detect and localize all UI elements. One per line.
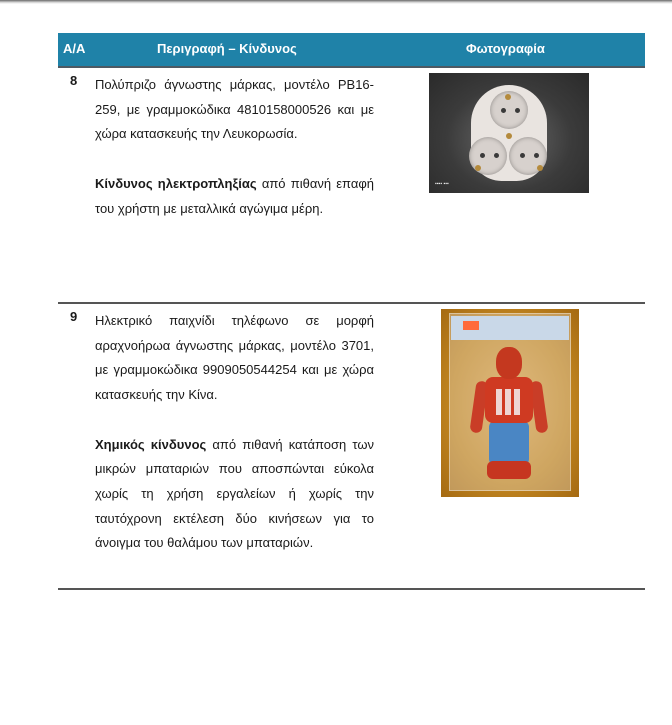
socket-pin	[520, 153, 525, 158]
hazard-description	[95, 172, 374, 221]
socket-pin	[501, 108, 506, 113]
table-row	[58, 68, 645, 304]
row-description	[95, 73, 374, 221]
power-strip-photo	[429, 73, 589, 193]
socket-pin	[534, 153, 539, 158]
header-photo: Φωτογραφία	[466, 41, 545, 56]
table-header	[58, 33, 645, 68]
toy-phone-photo	[441, 309, 579, 497]
ground-contact	[475, 165, 481, 171]
ground-contact	[505, 94, 511, 100]
header-description: Περιγραφή – Κίνδυνος	[157, 41, 297, 56]
product-description: Πολύπριζο άγνωστης μάρκας, μοντέλο PB16-259, με γραμμοκώδικα 4810158000526 και με χώρα κατασκευής την Λευκορωσία.	[95, 77, 374, 142]
ground-contact	[537, 165, 543, 171]
table-row	[58, 304, 645, 590]
product-description: Ηλεκτρικό παιχνίδι τηλέφωνο σε μορφή αραχνοήρωα άγνωστης μάρκας, μοντέλο 3701, με γραμμοκώδικα 9909050544254 και με χώρα κατασκευής την Κίνα.	[95, 313, 374, 403]
row-description	[95, 309, 374, 556]
hazard-text: από πιθανή κατάποση των μικρών μπαταριών που αποσπώνται εύκολα χωρίς τη χρήση εργαλείων ή χωρίς την ταυτόχρονη εκτέλεση δύο κινήσεων για το άνοιγμα του θαλάμου των μπαταριών.	[95, 436, 374, 551]
products-table	[58, 33, 645, 590]
socket-pin	[480, 153, 485, 158]
socket-pin	[494, 153, 499, 158]
toy-legs	[489, 421, 529, 465]
row-number: 9	[70, 309, 78, 324]
toy-keypad	[496, 389, 522, 415]
ground-contact	[506, 133, 512, 139]
header-aa: Α/Α	[63, 41, 86, 56]
toy-boots	[487, 461, 531, 479]
toy-head	[496, 347, 522, 379]
page-top-edge	[0, 0, 672, 4]
row-number: 8	[70, 73, 78, 88]
price-sticker	[463, 321, 479, 330]
hazard-text: από πιθανή επαφή του χρήστη με μεταλλικά αγώγιμα μέρη.	[95, 175, 375, 216]
hazard-description	[95, 433, 374, 557]
hazard-title: Χημικός κίνδυνος	[95, 436, 207, 452]
hazard-title: Κίνδυνος ηλεκτροπληξίας	[95, 175, 257, 191]
socket-pin	[515, 108, 520, 113]
photo-stamp: ▪▪▪▪ ▪▪▪	[435, 181, 449, 187]
